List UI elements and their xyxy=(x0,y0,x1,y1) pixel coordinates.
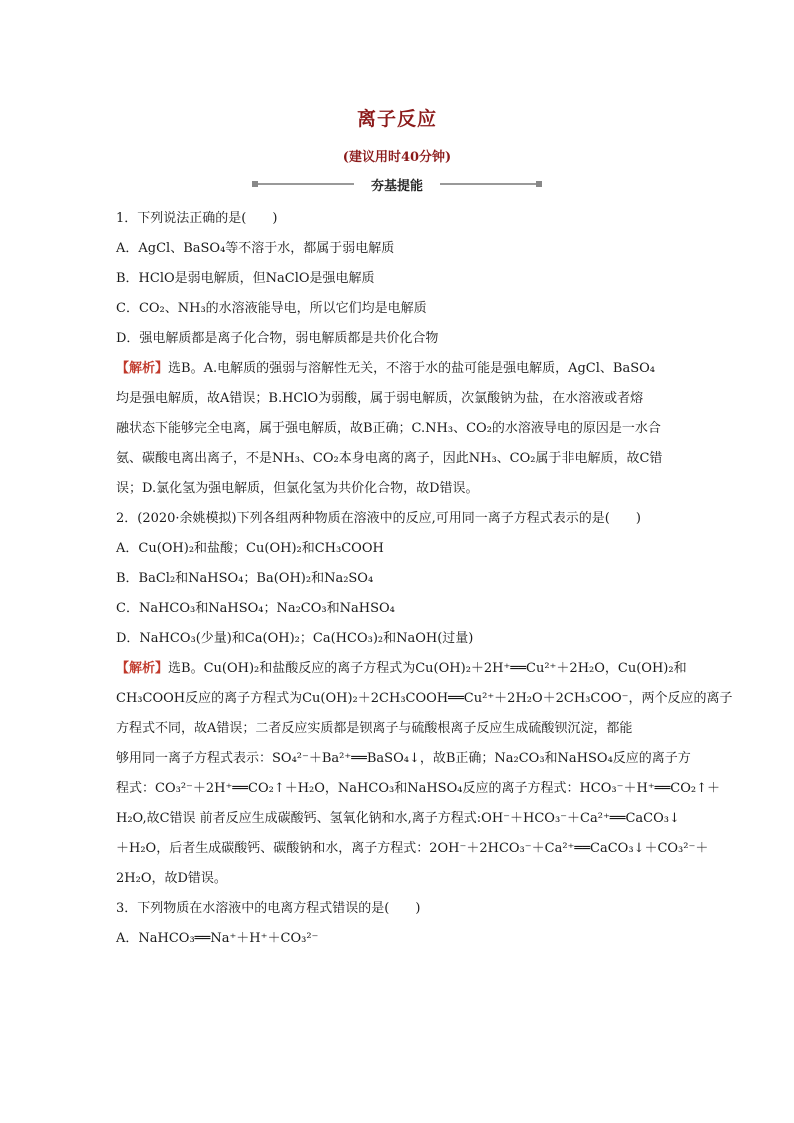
explanation-line: 氨、碳酸电离出离子，不是NH₃、CO₂本身电离的离子，因此NH₃、CO₂属于非电解质，故C错 xyxy=(116,451,663,466)
option-a: A．NaHCO₃══Na⁺＋H⁺＋CO₃²⁻ xyxy=(116,931,319,946)
option-b: B．HClO是弱电解质，但NaClO是强电解质 xyxy=(116,271,375,286)
option-d: D．强电解质都是离子化合物，弱电解质都是共价化合物 xyxy=(116,331,439,346)
explanation-line: 误；D.氯化氢为强电解质，但氯化氢为共价化合物，故D错误。 xyxy=(116,481,479,496)
option-c: C．CO₂、NH₃的水溶液能导电，所以它们均是电解质 xyxy=(116,301,427,316)
question-content xyxy=(116,204,733,954)
explanation-line: 2H₂O，故D错误。 xyxy=(116,871,227,886)
explanation-line: CH₃COOH反应的离子方程式为Cu(OH)₂＋2CH₃COOH══Cu²⁺＋2H₂O＋2CH₃COO⁻，两个反应的离子 xyxy=(116,691,733,706)
explanation-line: 均是强电解质，故A错误；B.HClO为弱酸，属于弱电解质，次氯酸钠为盐，在水溶液或者熔 xyxy=(116,391,644,406)
explanation xyxy=(116,354,684,504)
explanation-line: 选B。A.电解质的强弱与溶解性无关，不溶于水的盐可能是强电解质，AgCl、BaSO₄ xyxy=(168,361,655,376)
page-subtitle: (建议用时40分钟) xyxy=(342,150,452,165)
option-a: A．AgCl、BaSO₄等不溶于水，都属于弱电解质 xyxy=(116,241,395,256)
explanation-tag: 【解析】 xyxy=(116,661,169,676)
option-a: A．Cu(OH)₂和盐酸；Cu(OH)₂和CH₃COOH xyxy=(116,541,384,556)
option-d: D．NaHCO₃(少量)和Ca(OH)₂；Ca(HCO₃)₂和NaOH(过量) xyxy=(116,631,474,646)
divider-dot-right xyxy=(536,181,542,187)
section-header xyxy=(252,175,542,193)
explanation-line: 融状态下能够完全电离，属于强电解质，故B正确；C.NH₃、CO₂的水溶液导电的原因是一水合 xyxy=(116,421,661,436)
explanation-line: 方程式不同，故A错误；二者反应实质都是钡离子与硫酸根离子反应生成硫酸钡沉淀，都能 xyxy=(116,721,633,736)
option-c: C．NaHCO₃和NaHSO₄；Na₂CO₃和NaHSO₄ xyxy=(116,601,395,616)
explanation-line: ＋H₂O，后者生成碳酸钙、碳酸钠和水，离子方程式：2OH⁻＋2HCO₃⁻＋Ca²⁺══CaCO₃↓＋CO₃²⁻＋ xyxy=(116,841,709,856)
explanation-line: 够用同一离子方程式表示：SO₄²⁻＋Ba²⁺══BaSO₄↓，故B正确；Na₂CO₃和NaHSO₄反应的离子方 xyxy=(116,751,691,766)
divider-line-right xyxy=(440,183,536,185)
explanation-line: 选B。Cu(OH)₂和盐酸反应的离子方程式为Cu(OH)₂＋2H⁺══Cu²⁺＋2H₂O，Cu(OH)₂和 xyxy=(168,661,687,676)
question-stem: 1．下列说法正确的是( ) xyxy=(116,211,278,226)
question-stem: 2．(2020·余姚模拟)下列各组两种物质在溶液中的反应,可用同一离子方程式表示的是( ) xyxy=(116,511,641,526)
explanation-tag: 【解析】 xyxy=(116,361,169,376)
explanation-line: H₂O,故C错误 前者反应生成碳酸钙、氢氧化钠和水,离子方程式:OH⁻＋HCO₃⁻＋Ca²⁺══CaCO₃↓ xyxy=(116,811,680,826)
option-b: B．BaCl₂和NaHSO₄；Ba(OH)₂和Na₂SO₄ xyxy=(116,571,374,586)
question-stem: 3．下列物质在水溶液中的电离方程式错误的是( ) xyxy=(116,901,421,916)
page-title: 离子反应 xyxy=(356,108,437,130)
explanation-line: 程式：CO₃²⁻＋2H⁺══CO₂↑＋H₂O，NaHCO₃和NaHSO₄反应的离子方程式：HCO₃⁻＋H⁺══CO₂↑＋ xyxy=(116,781,721,796)
explanation xyxy=(116,654,733,894)
section-label: 夯基提能 xyxy=(370,179,423,194)
